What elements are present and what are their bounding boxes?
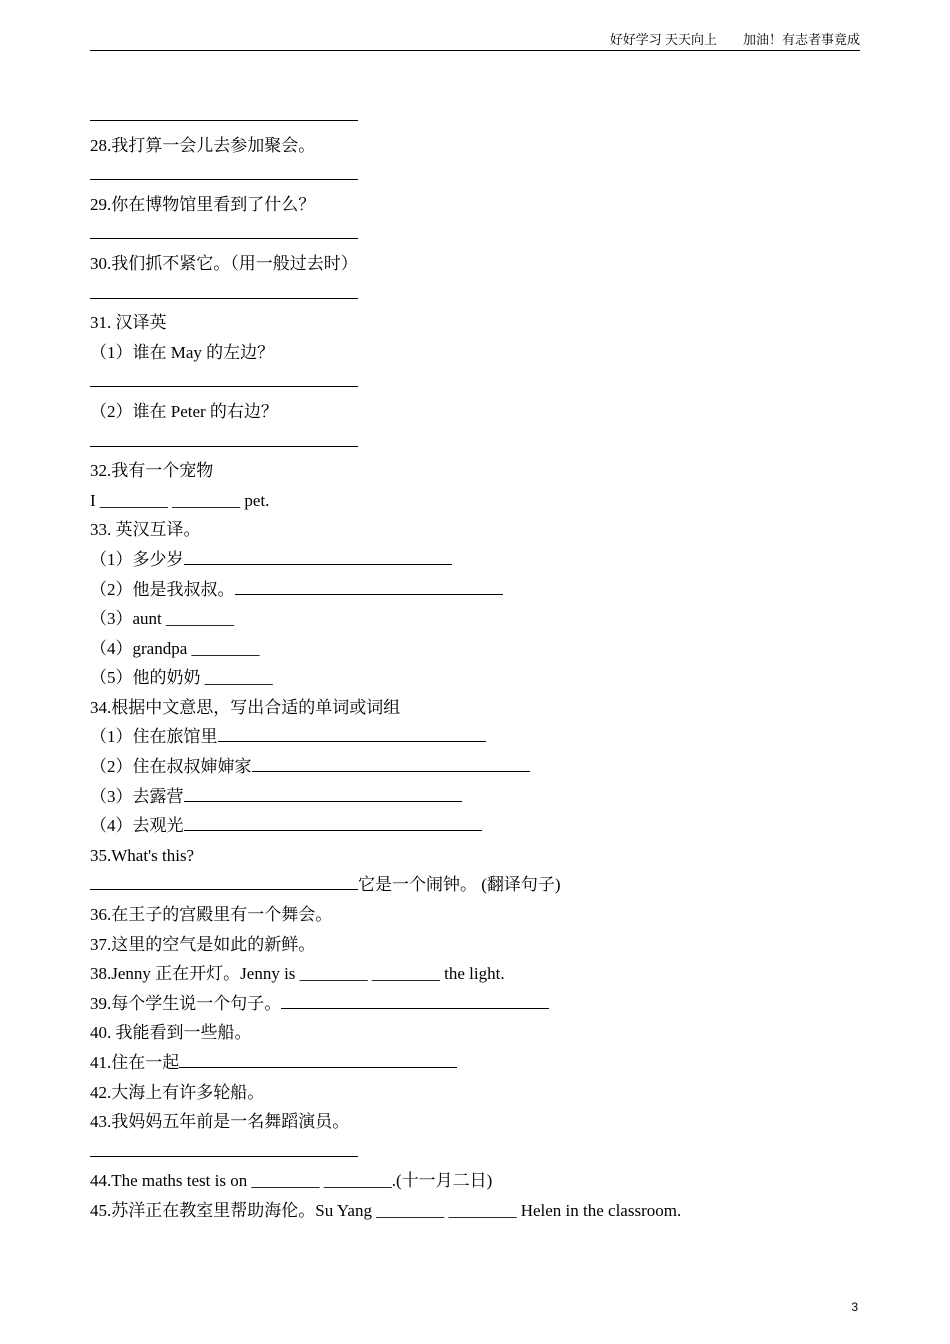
answer-line: [90, 1137, 870, 1167]
answer-line: [90, 160, 870, 190]
question-33-3: （3）aunt ________: [90, 609, 235, 629]
question-40: 40. 我能看到一些船。: [90, 1023, 252, 1043]
question-33-2: （2）他是我叔叔。: [90, 575, 870, 605]
question-31-2: （2）谁在 Peter 的右边？: [90, 401, 278, 421]
question-28: 28.我打算一会儿去参加聚会。: [90, 135, 316, 155]
question-33-1: （1）多少岁: [90, 545, 870, 575]
question-35: 35.What's this?: [90, 845, 195, 865]
question-32: 32.我有一个宠物: [90, 461, 214, 481]
answer-line: [90, 101, 870, 131]
question-44: 44.The maths test is on ________ ________.(十一月二日): [90, 1171, 493, 1191]
question-43: 43.我妈妈五年前是一名舞蹈演员。: [90, 1112, 350, 1132]
question-32-sentence: I ________ ________ pet.: [90, 490, 270, 510]
answer-line: [90, 427, 870, 457]
question-41: 41.住在一起: [90, 1048, 870, 1078]
question-37: 37.这里的空气是如此的新鲜。: [90, 934, 316, 954]
question-31: 31. 汉译英: [90, 313, 167, 333]
page-number: 3: [851, 1300, 858, 1314]
question-33-5: （5）他的奶奶 ________: [90, 668, 273, 688]
question-30: 30.我们抓不紧它。（用一般过去时）: [90, 253, 358, 273]
question-34: 34.根据中文意思，写出合适的单词或词组: [90, 697, 401, 717]
worksheet-body: [90, 101, 870, 1226]
question-39: 39.每个学生说一个句子。: [90, 989, 870, 1019]
question-42: 42.大海上有许多轮船。: [90, 1082, 265, 1102]
question-36: 36.在王子的宫殿里有一个舞会。: [90, 905, 333, 925]
question-33: 33. 英汉互译。: [90, 520, 201, 540]
header-right-text: 加油！有志者事竟成: [742, 32, 860, 47]
question-35-answer: 它是一个闹钟。 (翻译句子): [90, 870, 870, 900]
question-34-2: （2）住在叔叔婶婶家: [90, 752, 870, 782]
question-34-1: （1）住在旅馆里: [90, 722, 870, 752]
question-45: 45.苏洋正在教室里帮助海伦。Su Yang ________ ________ Helen in the classroom.: [90, 1200, 682, 1220]
answer-line: [90, 279, 870, 309]
page-header: [90, 30, 860, 51]
answer-line: [90, 219, 870, 249]
question-31-1: （1）谁在 May 的左边？: [90, 342, 275, 362]
question-38: 38.Jenny 正在开灯。Jenny is ________ ________ the light.: [90, 964, 505, 984]
header-left-text: 好好学习 天天向上: [609, 32, 717, 47]
question-34-3: （3）去露营: [90, 782, 870, 812]
question-33-4: （4）grandpa ________: [90, 638, 260, 658]
question-29: 29.你在博物馆里看到了什么？: [90, 194, 316, 214]
answer-line: [90, 367, 870, 397]
question-34-4: （4）去观光: [90, 811, 870, 841]
